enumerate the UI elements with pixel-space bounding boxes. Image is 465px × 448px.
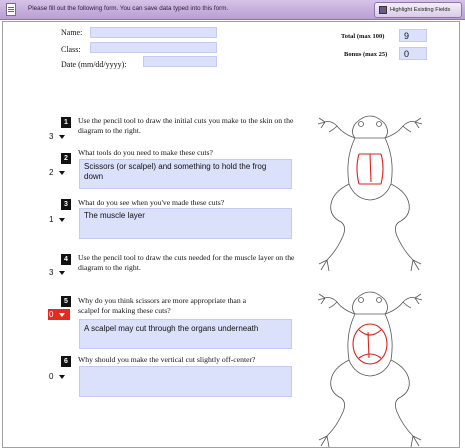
score-dropdown[interactable]: 3 bbox=[48, 131, 70, 142]
total-field[interactable] bbox=[399, 29, 427, 42]
score-dropdown[interactable]: 3 bbox=[48, 267, 70, 278]
highlight-icon bbox=[379, 6, 387, 14]
score-dropdown[interactable]: 0 bbox=[48, 309, 70, 320]
form-toolbar bbox=[0, 0, 465, 20]
answer-field[interactable] bbox=[79, 366, 292, 397]
bonus-value: 0 bbox=[404, 49, 410, 59]
total-value: 9 bbox=[404, 31, 410, 41]
question-text: What do you see when you've made these cuts? bbox=[78, 198, 225, 207]
highlight-fields-button[interactable] bbox=[374, 2, 462, 18]
chevron-down-icon bbox=[59, 375, 65, 379]
question-number: 1 bbox=[61, 117, 71, 128]
total-label: Total (max 100) bbox=[341, 33, 385, 40]
bonus-label: Bonus (max 25) bbox=[344, 51, 388, 58]
highlight-fields-label: Highlight Existing Fields bbox=[390, 7, 451, 13]
question-number: 2 bbox=[61, 153, 71, 164]
question-number: 3 bbox=[61, 199, 71, 210]
document-icon bbox=[6, 3, 16, 16]
score-dropdown[interactable]: 2 bbox=[48, 167, 70, 178]
question-text: Use the pencil tool to draw the initial cuts you make to the skin on the diagram to the right. bbox=[78, 116, 294, 135]
class-field[interactable] bbox=[90, 42, 217, 53]
chevron-down-icon bbox=[59, 135, 65, 139]
bonus-field[interactable] bbox=[399, 47, 427, 60]
class-label: Class: bbox=[61, 45, 81, 54]
answer-field[interactable]: Scissors (or scalpel) and something to hold the frog down bbox=[79, 159, 292, 189]
question-number: 4 bbox=[61, 254, 71, 265]
chevron-down-icon bbox=[59, 171, 65, 175]
name-label: Name: bbox=[61, 28, 83, 37]
question-text: Why do you think scissors are more appropriate than a scalpel for making these cuts? bbox=[78, 296, 247, 315]
form-page bbox=[2, 21, 460, 448]
chevron-down-icon bbox=[59, 218, 65, 222]
chevron-down-icon bbox=[59, 313, 65, 317]
score-dropdown[interactable]: 0 bbox=[48, 371, 70, 382]
question-number: 6 bbox=[61, 356, 71, 367]
score-dropdown[interactable]: 1 bbox=[48, 214, 70, 225]
name-field[interactable] bbox=[90, 27, 217, 38]
frog-diagram-skin[interactable] bbox=[315, 104, 425, 274]
toolbar-message: Please fill out the following form. You can save data typed into this form. bbox=[28, 5, 229, 12]
question-text: What tools do you need to make these cuts? bbox=[78, 148, 213, 157]
date-label: Date (mm/dd/yyyy): bbox=[61, 60, 127, 69]
answer-field[interactable]: A scalpel may cut through the organs underneath bbox=[79, 319, 292, 349]
date-field[interactable] bbox=[143, 56, 217, 67]
question-number: 5 bbox=[61, 296, 71, 307]
chevron-down-icon bbox=[59, 271, 65, 275]
frog-diagram-muscle[interactable] bbox=[315, 280, 425, 448]
question-text: Why should you make the vertical cut slightly off-center? bbox=[78, 355, 256, 364]
answer-field[interactable]: The muscle layer bbox=[79, 208, 292, 239]
question-text: Use the pencil tool to draw the cuts needed for the muscle layer on the diagram to the right. bbox=[78, 253, 295, 272]
